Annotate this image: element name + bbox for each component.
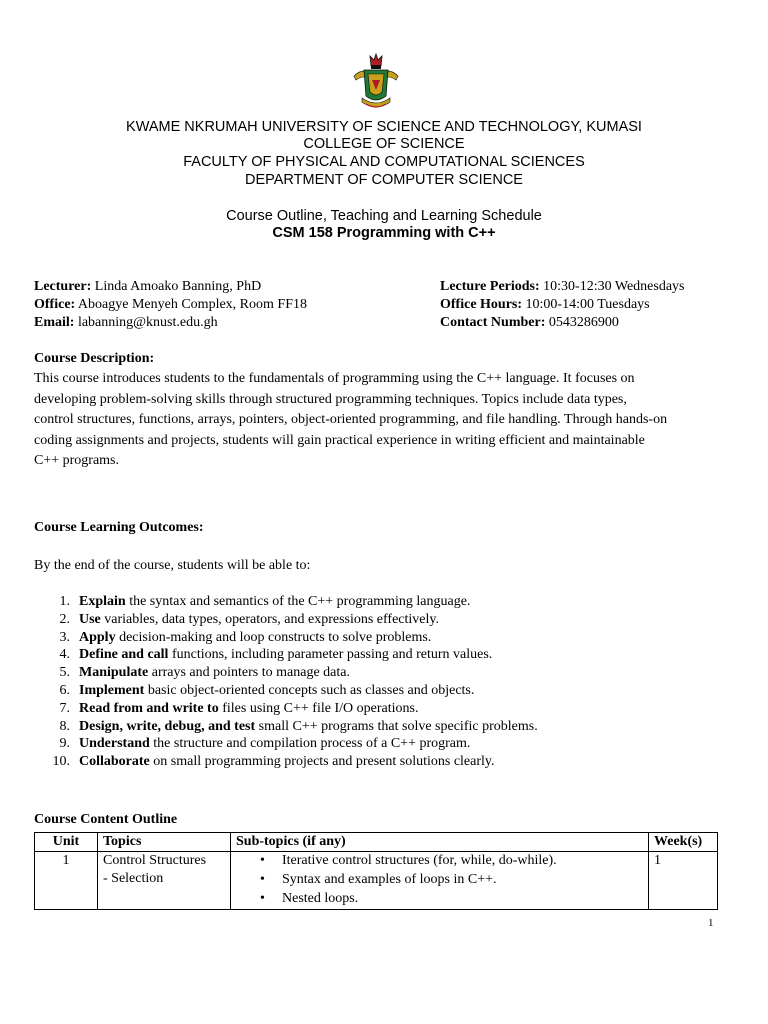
column-header-unit: Unit bbox=[35, 833, 98, 852]
outcome-verb: Use bbox=[79, 611, 101, 627]
office-hours-label: Office Hours: bbox=[440, 297, 523, 312]
outcome-item bbox=[34, 682, 734, 700]
learning-outcomes-list bbox=[34, 593, 734, 771]
outcome-number: 3. bbox=[59, 629, 70, 645]
office-label: Office: bbox=[34, 297, 76, 312]
outcome-item bbox=[34, 646, 734, 664]
description-line: This course introduces students to the fundamentals of programming using the C++ language. It focuses on bbox=[34, 371, 635, 386]
office-value: Aboagye Menyeh Complex, Room FF18 bbox=[75, 297, 307, 312]
subtopic-item: • Iterative control structures (for, while, do-while). bbox=[282, 852, 643, 871]
description-line: coding assignments and projects, students will gain practical experience in writing efficient and maintainable bbox=[34, 432, 645, 448]
email-label: Email: bbox=[34, 315, 75, 330]
contact-value: 0543286900 bbox=[545, 315, 619, 330]
lecture-periods-line bbox=[440, 278, 684, 296]
lecturer-line bbox=[34, 278, 261, 296]
outcome-verb: Implement bbox=[79, 682, 145, 698]
description-line: C++ programs. bbox=[34, 453, 120, 468]
description-line: control structures, functions, arrays, pointers, object-oriented programming, and file handling. Through hands-on bbox=[34, 412, 668, 427]
table-header-row bbox=[35, 833, 718, 852]
table-row bbox=[35, 852, 718, 910]
college-name: COLLEGE OF SCIENCE bbox=[303, 136, 465, 152]
outcome-text: arrays and pointers to manage data. bbox=[148, 665, 350, 681]
outcome-item bbox=[34, 735, 734, 753]
description-line: developing problem-solving skills through structured programming techniques. Topics include data types, bbox=[34, 391, 627, 407]
topic-cell bbox=[98, 852, 231, 910]
outcome-item bbox=[34, 611, 734, 629]
outcome-verb: Explain bbox=[79, 594, 126, 609]
outcome-number: 2. bbox=[59, 611, 70, 627]
unit-cell: 1 bbox=[35, 852, 98, 910]
outcome-text: the structure and compilation process of a C++ program. bbox=[149, 736, 471, 752]
content-outline-table bbox=[34, 832, 718, 910]
outcome-text: decision-making and loop constructs to solve problems. bbox=[115, 629, 432, 645]
outcome-verb: Read from and write to bbox=[79, 700, 219, 716]
subtopic-item: • Nested loops. bbox=[282, 890, 643, 909]
outcome-item bbox=[34, 629, 734, 647]
outcome-number: 4. bbox=[59, 647, 70, 663]
subtopic-item: • Syntax and examples of loops in C++. bbox=[282, 871, 643, 890]
outcome-number: 10. bbox=[52, 754, 70, 770]
outcome-verb: Collaborate bbox=[79, 754, 150, 770]
outcome-number: 1. bbox=[59, 594, 70, 609]
document-subtitle: Course Outline, Teaching and Learning Schedule bbox=[226, 208, 542, 224]
course-description-heading: Course Description: bbox=[34, 351, 155, 366]
outcome-text: variables, data types, operators, and expressions effectively. bbox=[100, 611, 439, 627]
office-hours-value: 10:00-14:00 Tuesdays bbox=[522, 297, 650, 312]
outcome-item bbox=[34, 664, 734, 682]
outcome-number: 9. bbox=[59, 736, 70, 752]
office-line bbox=[34, 296, 307, 314]
outcome-item bbox=[34, 718, 734, 736]
outcome-item bbox=[34, 753, 734, 771]
outcome-verb: Apply bbox=[79, 629, 116, 645]
outcome-verb: Manipulate bbox=[79, 665, 149, 681]
contact-label: Contact Number: bbox=[440, 315, 546, 330]
lecturer-value: Linda Amoako Banning, PhD bbox=[91, 279, 262, 294]
column-header-weeks: Week(s) bbox=[649, 833, 718, 852]
university-name: KWAME NKRUMAH UNIVERSITY OF SCIENCE AND TECHNOLOGY, KUMASI bbox=[126, 119, 642, 135]
outcome-number: 8. bbox=[59, 718, 70, 734]
lecturer-label: Lecturer: bbox=[34, 279, 92, 294]
email-value: labanning@knust.edu.gh bbox=[74, 315, 218, 330]
outcome-text: functions, including parameter passing and return values. bbox=[168, 647, 493, 663]
outcome-text: small C++ programs that solve specific problems. bbox=[255, 718, 538, 734]
outcome-text: on small programming projects and present solutions clearly. bbox=[149, 754, 495, 770]
learning-outcomes-heading: Course Learning Outcomes: bbox=[34, 520, 204, 535]
outcome-number: 7. bbox=[59, 700, 70, 716]
outcome-text: the syntax and semantics of the C++ programming language. bbox=[125, 594, 471, 609]
column-header-subtopics: Sub-topics (if any) bbox=[231, 833, 649, 852]
department-name: DEPARTMENT OF COMPUTER SCIENCE bbox=[245, 172, 523, 188]
learning-outcomes-intro: By the end of the course, students will be able to: bbox=[34, 558, 311, 573]
page-number: 1 bbox=[708, 917, 714, 929]
subtopics-cell bbox=[231, 852, 649, 910]
email-line bbox=[34, 314, 218, 332]
faculty-name: FACULTY OF PHYSICAL AND COMPUTATIONAL SCIENCES bbox=[183, 154, 585, 170]
content-outline-heading: Course Content Outline bbox=[34, 812, 178, 827]
lecture-periods-label: Lecture Periods: bbox=[440, 279, 540, 294]
outcome-number: 5. bbox=[59, 665, 70, 681]
outcome-text: files using C++ file I/O operations. bbox=[218, 700, 419, 716]
outcome-verb: Understand bbox=[79, 736, 150, 752]
outcome-verb: Design, write, debug, and test bbox=[79, 718, 256, 734]
outcome-item bbox=[34, 593, 734, 611]
outcome-item bbox=[34, 700, 734, 718]
course-description-text bbox=[34, 370, 734, 473]
course-title: CSM 158 Programming with C++ bbox=[272, 225, 496, 241]
outcome-number: 6. bbox=[59, 682, 70, 698]
topic-line: - Selection bbox=[103, 871, 164, 886]
outcome-text: basic object-oriented concepts such as classes and objects. bbox=[144, 682, 475, 698]
office-hours-line bbox=[440, 296, 650, 314]
university-crest-logo bbox=[352, 52, 400, 114]
weeks-cell: 1 bbox=[649, 852, 718, 910]
lecture-periods-value: 10:30-12:30 Wednesdays bbox=[539, 279, 685, 294]
outcome-verb: Define and call bbox=[79, 647, 169, 663]
topic-line: Control Structures bbox=[103, 853, 207, 868]
contact-line bbox=[440, 314, 619, 332]
subtopics-list bbox=[236, 852, 643, 909]
column-header-topics: Topics bbox=[98, 833, 231, 852]
